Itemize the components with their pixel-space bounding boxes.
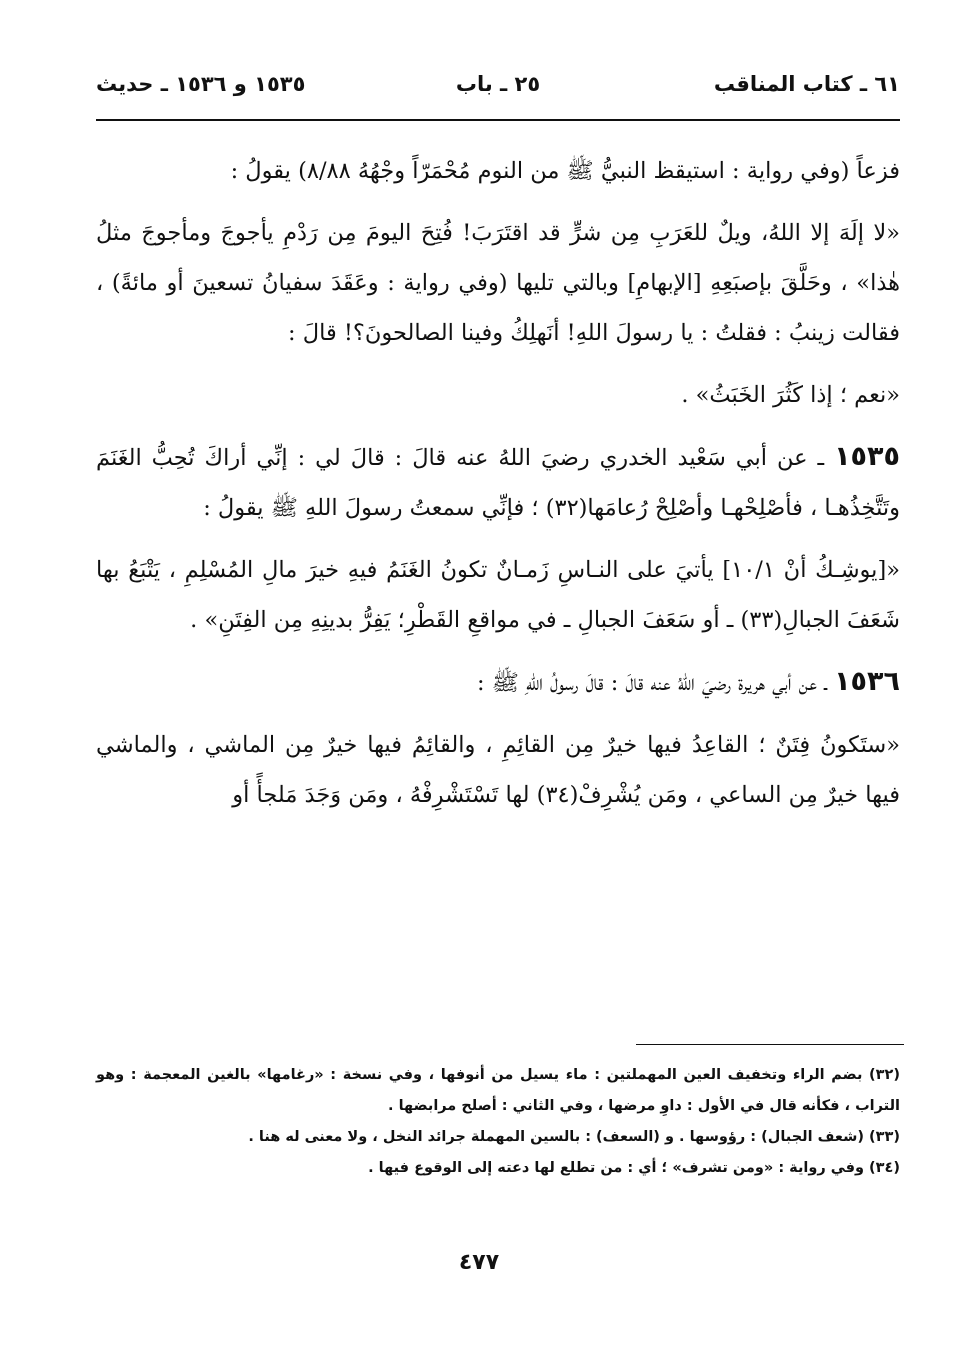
header-divider xyxy=(96,119,900,121)
hadith-text: ـ عن أبي هريرة رضيَ اللهُ عنه قالَ : قالَ رسولُ اللهِ ﷺ : xyxy=(476,670,827,696)
footnote: (٣٤) وفي رواية : «ومن تشرف» ؛ أي : من تطلع لها دعته إلى الوقوع فيها . xyxy=(368,1160,900,1176)
paragraph: فزعاً (وفي رواية : استيقظ النبيُّ ﷺ من النوم مُحْمَرّاً وجْهُهُ ٨/٨٨) يقولُ : xyxy=(230,158,900,184)
footnote: (٣٢) بضم الراء وتخفيف العين المهملتين : ماء يسيل من أنوفها ، وفي نسخة : «رغامها» بالغين المعجمة : وهو التراب ، فكأنه قال في الأول : داوِ مرضها ، وفي الثاني : أصلح مرابضها . xyxy=(96,1067,900,1114)
header-section: ٢٥ ـ باب xyxy=(455,72,541,96)
paragraph: «نعم ؛ إذا كَثُرَ الخَبَثُ» . xyxy=(681,382,900,408)
main-text xyxy=(96,146,900,820)
running-header xyxy=(96,66,900,106)
hadith-text: ـ عن أبي سَعْيد الخدري رضيَ اللهُ عنه قالَ : قالَ لي : إنِّي أراكَ تُحِبُّ الغَنَمَ وتَتَّخِذُهـا ، فأصْلِحْهـا وأصْلِحْ رُعامَها(٣٢) ؛ فإنِّي سمعتُ رسولَ اللهِ ﷺ يقولُ : xyxy=(96,445,900,521)
hadith-1536 xyxy=(96,657,900,708)
paragraph: «[يوشِـكُ أنْ ١٠/١] يأتيَ على النـاسِ زَمـانٌ تكونُ الغَنَمُ فيهِ خيرَ مالِ المُسْلِمِ ، يَتْبَعُ بها شَعَفَ الجبالِ(٣٣) ـ أو سَعَفَ الجبالِ ـ في مواقعِ القَطْرِ؛ يَفِرُّ بدينِهِ مِن الفِتَنِ» . xyxy=(96,557,900,633)
hadith-1535 xyxy=(96,432,900,533)
paragraph: «لا إلَهَ إلا اللهُ، ويلٌ للعَرَبِ مِن شرٍّ قد اقتَرَبَ! فُتِحَ اليومَ مِن رَدْمِ يأجوجَ ومأجوجَ مثلُ هٰذا» ، وحَلَّقَ بإصبَعِهِ [الإبهامِ] وبالتي تليها (وفي رواية : وعَقَدَ سفيانُ تسعينَ أو مائةً) ، فقالت زينبُ : فقلتُ : يا رسولَ اللهِ! أنَهلِكُ وفينا الصالحونَ؟! قالَ : xyxy=(96,220,900,346)
footnote-divider xyxy=(636,1044,904,1045)
header-chapter: ٦١ ـ كتاب المناقب xyxy=(713,72,900,96)
hadith-number: ١٥٣٦ xyxy=(834,666,900,697)
page-number: ٤٧٧ xyxy=(458,1250,500,1275)
paragraph: «ستَكونُ فِتَنٌ ؛ القاعِدُ فيها خيرٌ مِن القائِمِ ، والقائِمُ فيها خيرٌ مِن الماشي ، والماشي فيها خيرٌ مِن الساعي ، ومَن يُشْرِفْ(٣٤) لها تَسْتَشْرِفْهُ ، ومَن وَجَدَ مَلجأً أو xyxy=(96,732,900,808)
hadith-number: ١٥٣٥ xyxy=(834,441,900,472)
footnotes xyxy=(96,1060,900,1184)
header-hadith-range: ١٥٣٥ و ١٥٣٦ ـ حديث xyxy=(96,72,306,96)
footnote: (٣٣) (شعف الجبال) : رؤوسها . و (السعف) : بالسين المهملة جرائد النخل ، ولا معنى له هنا . xyxy=(248,1129,900,1145)
